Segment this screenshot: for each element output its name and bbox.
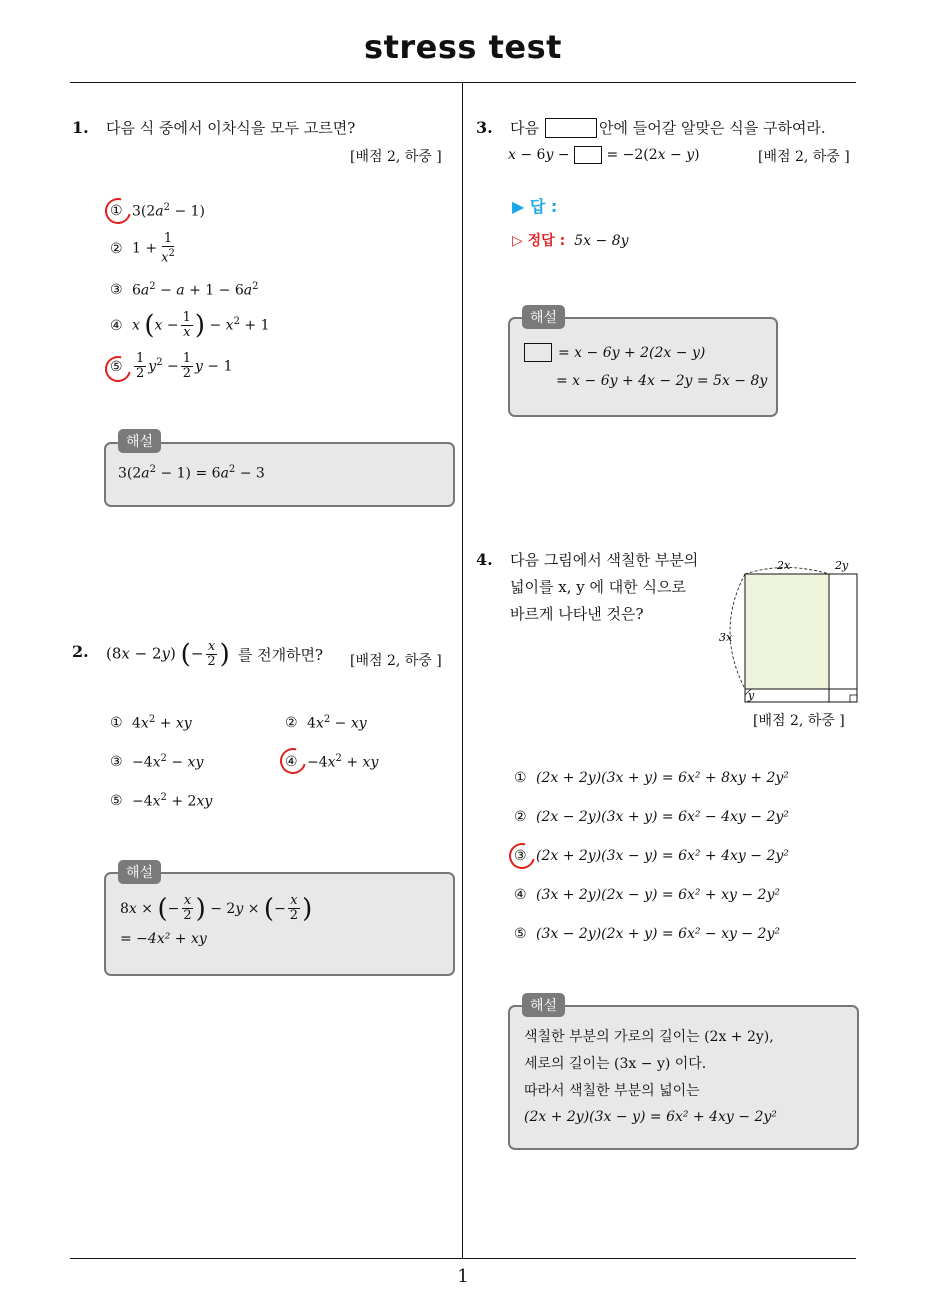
q1-explanation-tag: 해설: [118, 429, 161, 453]
q2-choice-1[interactable]: [110, 714, 192, 732]
q4-choice-2[interactable]: [514, 809, 789, 825]
q3-score: [배점 2, 하중 ]: [758, 149, 850, 165]
q4-choice-1[interactable]: [514, 770, 789, 786]
q1-answer-circle-1: [100, 193, 136, 229]
choice-expr: $-4x^2$ − xy: [132, 753, 204, 771]
q1-explanation-text: $3(2a^2 - 1) = 6a^2 - 3$: [118, 464, 265, 482]
q2-answer-circle-4: [275, 743, 311, 779]
choice-mark: ②: [110, 240, 123, 257]
choice-expr: $6a^2 - a + 1 - 6a^2$: [132, 281, 259, 299]
brace-left: [730, 574, 745, 689]
q2-explanation-line2: = −4x² + xy: [120, 931, 207, 947]
q3-correct-label: ▷ 정답 :: [512, 233, 566, 249]
q3-blank-box: [545, 118, 597, 138]
choice-expr: $\frac{1}{2}$ $y^2$ − $\frac{1}{2}$ y − 1: [136, 351, 233, 381]
q2-explanation-line1: 8 x × ( − $\frac{x}{2}$ ) − 2 y × ( − $\frac{x}{2}$ ): [120, 893, 313, 924]
q1-number: 1.: [72, 118, 89, 137]
q2-explanation-tag: 해설: [118, 860, 161, 884]
shaded-region: [745, 574, 829, 689]
bottom-rule: [70, 1258, 856, 1259]
q2-score: [배점 2, 하중 ]: [350, 653, 442, 669]
q4-explanation-line3: 따라서 색칠한 부분의 넓이는: [524, 1083, 700, 1099]
page-number: 1: [457, 1266, 469, 1287]
q4-answer-circle-3: [504, 838, 540, 874]
q4-score: [배점 2, 하중 ]: [753, 713, 845, 729]
choice-expr: 1 + $\frac{1}{x^2}$: [132, 231, 175, 266]
choice-mark: ③: [110, 753, 123, 770]
choice-expr: (2x − 2y)(3x + y) = 6x² − 4xy − 2y²: [536, 809, 789, 825]
q3-correct-value: 5x − 8y: [574, 233, 629, 249]
choice-mark: ⑤: [514, 926, 527, 942]
q1-score: [배점 2, 하중 ]: [350, 149, 442, 165]
q4-question-line-2: 넓이를 x, y 에 대한 식으로: [510, 578, 686, 596]
choice-mark: ①: [514, 770, 527, 786]
q4-explanation-line2: 세로의 길이는 (3x − y) 이다.: [524, 1056, 707, 1072]
label-2y: 2y: [835, 559, 849, 572]
choice-mark: ②: [285, 714, 298, 731]
q3-equation: x − 6 y − = −2(2 x − y ): [508, 147, 700, 163]
q4-question-line-3: 바르게 나타낸 것은?: [510, 605, 644, 623]
q3-explanation-box: [508, 317, 778, 417]
q1-choice-3[interactable]: [110, 281, 258, 299]
q3-explanation-tag: 해설: [522, 305, 565, 329]
q3-number: 3.: [476, 118, 493, 137]
q3-equation-blank: [574, 146, 602, 164]
choice-expr: x (x − $\frac{1}{x}$ ) − $x^2 + 1$: [132, 310, 270, 341]
label-2x: 2x: [777, 559, 791, 572]
q3-answer-label: ▶ 답 :: [512, 197, 558, 216]
q4-figure: [715, 555, 865, 710]
q1-choice-4[interactable]: [110, 311, 270, 340]
choice-expr: (2x + 2y)(3x + y) = 6x² + 8xy + 2y²: [536, 770, 789, 786]
q4-choice-3[interactable]: [514, 848, 789, 864]
choice-mark: ④: [110, 317, 123, 334]
q3-explanation-line2: = x − 6y + 4x − 2y = 5x − 8y: [556, 373, 768, 389]
label-3x: 3x: [719, 631, 733, 644]
q2-question-line: [106, 640, 323, 669]
q2-expression: (8x − 2y) (− $\frac{x}{2}$ ): [106, 639, 230, 670]
choice-mark: ⑤: [110, 358, 123, 375]
choice-expr: (2x + 2y)(3x − y) = 6x² + 4xy − 2y²: [536, 848, 789, 864]
q4-explanation-line1: 색칠한 부분의 가로의 길이는 (2x + 2y),: [524, 1029, 774, 1045]
q2-choice-5[interactable]: [110, 792, 212, 810]
choice-expr: $4x^2$ + xy: [132, 714, 192, 732]
page-title: stress test: [364, 28, 562, 66]
q1-choice-2[interactable]: [110, 232, 179, 265]
choice-expr: (3x + 2y)(2x − y) = 6x² + xy − 2y²: [536, 887, 780, 903]
choice-mark: ④: [285, 753, 298, 770]
q4-number: 4.: [476, 550, 493, 569]
q2-choice-3[interactable]: [110, 753, 203, 771]
q3-correct: [512, 230, 629, 250]
choice-expr: $3(2a^2 - 1)$: [132, 202, 206, 220]
q2-explanation-box: [104, 872, 455, 976]
q3-explanation-line1-row: [524, 343, 705, 362]
choice-mark: ③: [110, 281, 123, 298]
q3-question-a: 다음: [510, 119, 539, 137]
q3-question-b: 안에 들어갈 알맞은 식을 구하여라.: [598, 119, 826, 137]
q4-explanation-tag: 해설: [522, 993, 565, 1017]
q4-explanation-box: [508, 1005, 859, 1150]
choice-expr: $-4x^2 + 2xy$: [132, 792, 213, 810]
choice-expr: (3x − 2y)(2x + y) = 6x² − xy − 2y²: [536, 926, 780, 942]
q4-question-line-1: 다음 그림에서 색칠한 부분의: [510, 551, 699, 569]
choice-expr: $-4x^2$ + xy: [307, 753, 379, 771]
q3-explanation-blank: [524, 343, 552, 362]
choice-mark: ②: [514, 809, 527, 825]
q4-explanation-line4: (2x + 2y)(3x − y) = 6x² + 4xy − 2y²: [524, 1109, 777, 1125]
choice-mark: ①: [110, 714, 123, 731]
q2-question: 를 전개하면?: [237, 645, 324, 664]
choice-mark: ⑤: [110, 792, 123, 809]
q3-question-line: [510, 118, 826, 138]
q2-number: 2.: [72, 642, 89, 661]
choice-expr: $4x^2$ − xy: [307, 714, 367, 732]
right-angle-mark: [850, 695, 857, 702]
q3-explanation-line1: = x − 6y + 2(2x − y): [558, 344, 706, 361]
column-divider: [462, 83, 463, 1259]
choice-mark: ③: [514, 848, 527, 864]
q4-choice-5[interactable]: [514, 926, 780, 942]
top-rule: [70, 82, 856, 83]
label-y: y: [748, 689, 755, 702]
q1-question: 다음 식 중에서 이차식을 모두 고르면?: [106, 119, 356, 137]
choice-mark: ①: [110, 202, 123, 219]
choice-mark: ④: [514, 887, 527, 903]
q4-choice-4[interactable]: [514, 887, 780, 903]
q2-choice-2[interactable]: [285, 714, 367, 732]
